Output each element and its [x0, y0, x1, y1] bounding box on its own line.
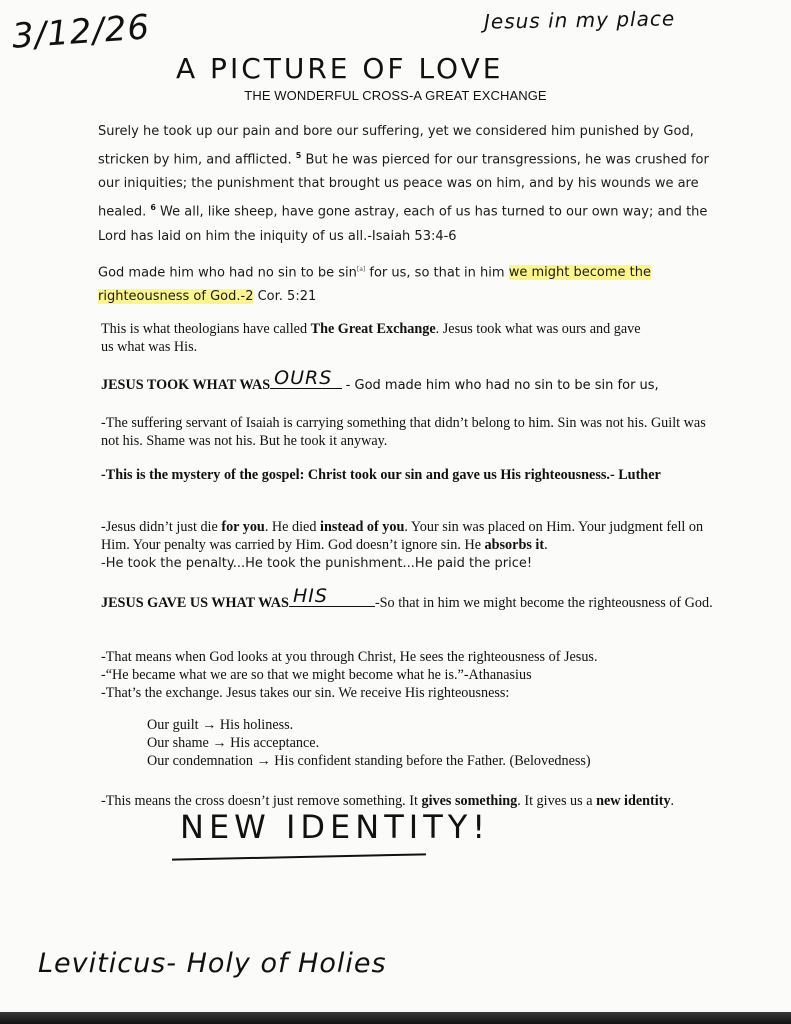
corinthians-passage [98, 258, 710, 309]
page-bottom-edge [0, 1012, 791, 1024]
instead-text-1: -Jesus didn’t just die [101, 519, 222, 535]
gave-heading: JESUS GAVE US WHAT WAS [101, 595, 289, 611]
final-text-1: -This means the cross doesn’t just remove something. It [101, 793, 422, 809]
means-line-1: -That means when God looks at you through Christ, He sees the righteousness of Jesus. [101, 649, 598, 665]
intro-text-2: . Jesus took what was ours and gave us what was His. [101, 321, 641, 355]
instead-text-3: . Your sin was placed on Him. Your judgment fell on Him. Your penalty was carried by Him. God doesn’t ignore sin. He [101, 519, 704, 553]
verse-6-number: 6 [150, 203, 156, 213]
handwritten-his: HIS [292, 585, 328, 607]
gave-blank [289, 585, 375, 607]
handwritten-new-identity: NEW IDENTITY! [180, 808, 491, 846]
handwritten-ours: OURS [274, 367, 333, 389]
instead-text-4: . [544, 537, 548, 553]
corinthians-part3: Cor. 5:21 [253, 289, 317, 305]
list-item: Our shame → His acceptance. [147, 735, 320, 751]
took-blank [270, 367, 342, 389]
gives-something-bold: gives something [421, 793, 518, 809]
handwritten-top-note: Jesus in my place [483, 6, 676, 34]
final-text-3: . [670, 793, 675, 809]
absorbs-it-bold: absorbs it [484, 537, 545, 553]
means-line-3: -That’s the exchange. Jesus takes our sin. We receive His righteousness: [101, 685, 510, 701]
took-heading: JESUS TOOK WHAT WAS [101, 377, 271, 393]
isaiah-part3: We all, like sheep, have gone astray, each of us has turned to our own way; and the Lord has laid on him the iniquity of us all.-Isaiah 53:4-6 [98, 204, 708, 244]
gave-heading-line [101, 585, 721, 612]
corinthians-part2: for us, so that in him [365, 265, 509, 281]
list-item: Our guilt → His holiness. [147, 717, 294, 733]
intro-text-1: This is what theologians have called [101, 321, 311, 337]
isaiah-part2: But he was pierced for our transgressions, he was crushed for our iniquities; the punishment that brought us peace was on him, and by his wounds we are healed. [98, 152, 709, 220]
isaiah-part1: Surely he took up our pain and bore our suffering, yet we considered him punished by God, stricken by him, and afflicted. [98, 124, 694, 168]
footnote-marker: [a] [356, 266, 366, 273]
instead-of-you-bold: instead of you [320, 519, 405, 535]
list-item: Our condemnation → His confident standing before the Father. (Belovedness) [147, 753, 591, 769]
handwritten-bottom-note: Leviticus- Holy of Holies [38, 948, 387, 979]
took-rest: - God made him who had no sin to be sin for us, [345, 378, 659, 393]
highlighted-text: we might become the righteousness of God.-2 [98, 265, 651, 305]
penalty-line: -He took the penalty...He took the punishment...He paid the price! [101, 556, 533, 571]
instead-paragraph [101, 518, 721, 554]
for-you-bold: for you [221, 519, 265, 535]
final-text-2: . It gives us a [517, 793, 597, 809]
document-subtitle: THE WONDERFUL CROSS-A GREAT EXCHANGE [244, 88, 547, 103]
handwritten-underline [172, 853, 426, 860]
handwritten-title: A PICTURE OF LOVE [176, 52, 504, 85]
instead-text-2: . He died [264, 519, 320, 535]
took-heading-line [101, 367, 721, 395]
verse-5-number: 5 [295, 151, 302, 160]
handwritten-date: 3/12/26 [10, 7, 152, 57]
new-identity-bold: new identity [596, 793, 671, 809]
corinthians-part1: God made him who had no sin to be sin [98, 265, 357, 281]
servant-paragraph: -The suffering servant of Isaiah is carrying something that didn’t belong to him. Sin was not his. Guilt was not his. Shame was not his. But he took it anyway. [101, 415, 706, 449]
exchange-intro [101, 320, 641, 356]
athanasius-quote: -“He became what we are so that we might become what he is.”-Athanasius [101, 667, 532, 683]
great-exchange-bold: The Great Exchange [310, 321, 436, 337]
isaiah-passage [98, 120, 710, 249]
luther-quote: -This is the mystery of the gospel: Christ took our sin and gave us His righteousness.- Luther [101, 467, 661, 483]
gave-rest: -So that in him we might become the righteousness of God. [374, 595, 713, 611]
